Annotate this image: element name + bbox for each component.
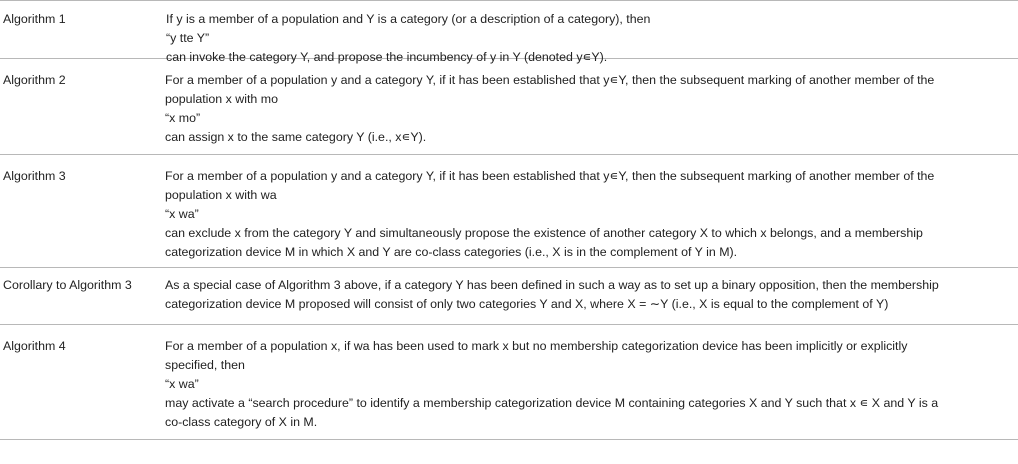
row-content: [165, 276, 1018, 324]
content-line: For a member of a population x, if wa has been used to mark x but no membership categorization device has been implicitly or explicitly: [165, 339, 908, 353]
table-row: [0, 325, 1018, 440]
content-line: population x with mo: [165, 92, 278, 106]
content-line: co-class category of X in M.: [165, 415, 318, 429]
row-label: Algorithm 4: [3, 339, 66, 353]
content-line: population x with wa: [165, 188, 277, 202]
content-line: can exclude x from the category Y and simultaneously propose the existence of another category X to which x belongs, and a membership: [165, 226, 923, 240]
row-label: Algorithm 2: [3, 73, 66, 87]
row-label: Algorithm 1: [3, 12, 66, 26]
content-line: “x mo”: [165, 111, 201, 125]
content-line: categorization device M proposed will consist of only two categories Y and X, where X = ∼Y (i.e., X is equal to the complement of Y): [165, 297, 889, 311]
content-line: can assign x to the same category Y (i.e., x∊Y).: [165, 130, 427, 144]
row-content: [165, 167, 1018, 267]
content-line: For a member of a population y and a category Y, if it has been established that y∊Y, then the subsequent marking of another member of the: [165, 169, 935, 183]
content-line: For a member of a population y and a category Y, if it has been established that y∊Y, then the subsequent marking of another member of the: [165, 73, 935, 87]
table-row: [0, 1, 1018, 64]
content-line: specified, then: [165, 358, 245, 372]
table-row: [0, 59, 1018, 155]
table-row: [0, 155, 1018, 268]
row-content: [165, 71, 1018, 154]
content-line: “x wa”: [165, 207, 199, 221]
row-content: [165, 337, 1018, 439]
content-line: may activate a “search procedure” to identify a membership categorization device M containing categories X and Y such that x ∊ X and Y is a: [165, 396, 939, 410]
content-line: categorization device M in which X and Y are co-class categories (i.e., X is in the complement of Y in M).: [165, 245, 738, 259]
row-label: Algorithm 3: [3, 169, 66, 183]
row-label: Corollary to Algorithm 3: [3, 278, 132, 292]
content-line: If y is a member of a population and Y is a category (or a description of a category), then: [166, 12, 651, 26]
content-line: As a special case of Algorithm 3 above, if a category Y has been defined in such a way as to set up a binary opposition, then the membership: [165, 278, 939, 292]
content-line: “x wa”: [165, 377, 199, 391]
table-row: [0, 268, 1018, 325]
content-line: “y tte Y”: [166, 31, 210, 45]
content-line: can invoke the category Y, and propose the incumbency of y in Y (denoted y∊Y).: [166, 50, 608, 64]
row-content: [165, 10, 1018, 64]
